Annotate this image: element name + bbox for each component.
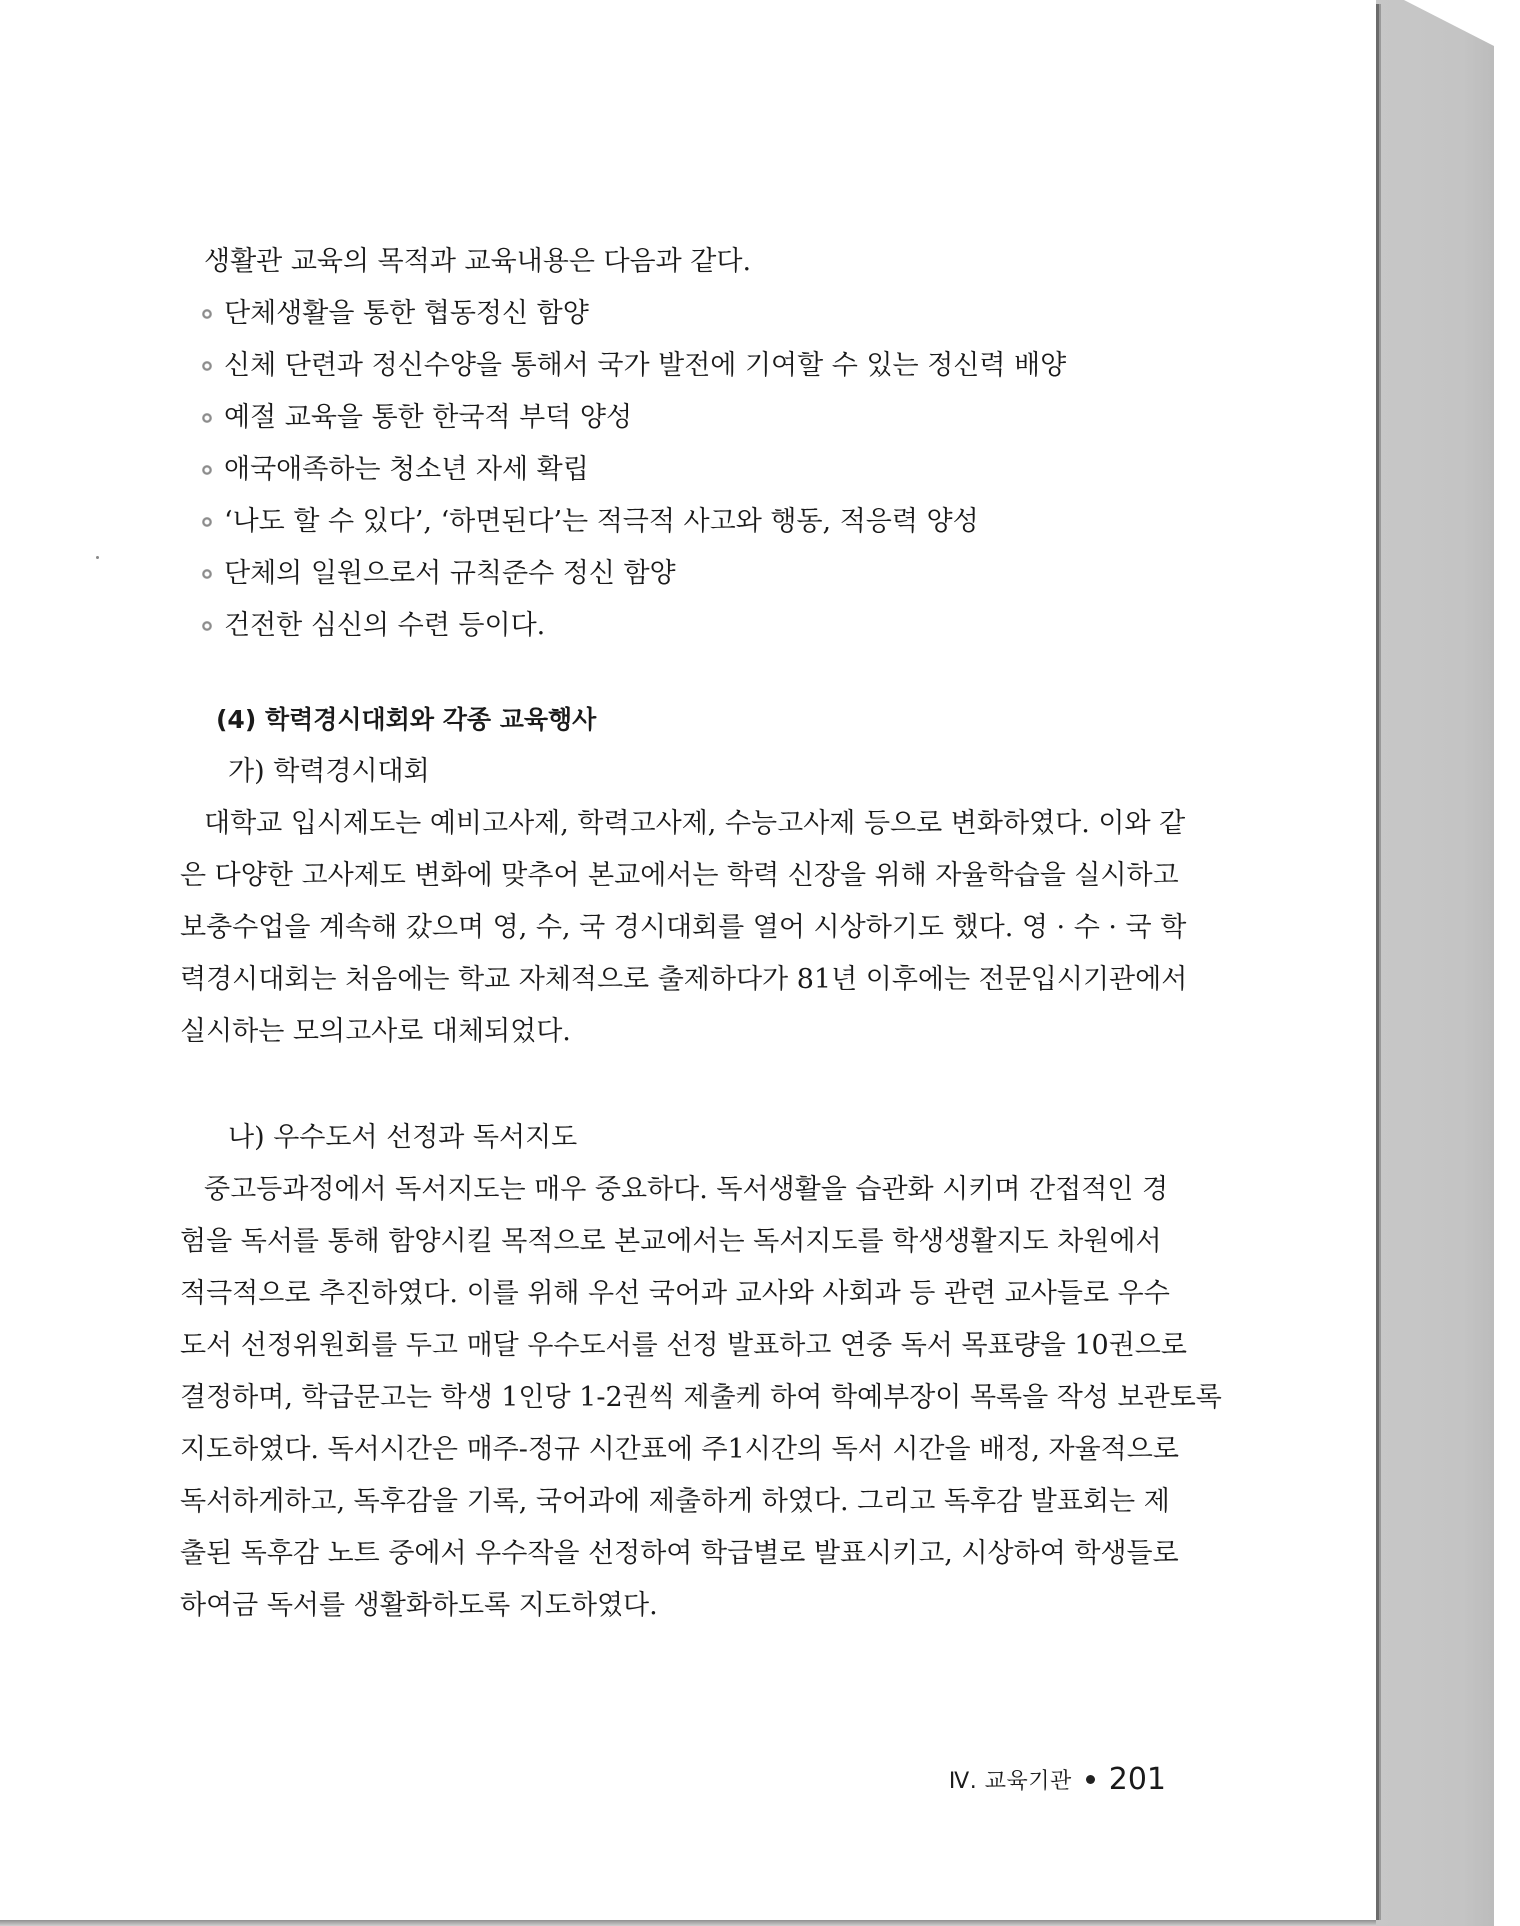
bullet-icon: [202, 465, 212, 475]
page-content: [180, 236, 1222, 1632]
list-item-text: 예절 교육을 통한 한국적 부덕 양성: [224, 402, 633, 433]
paragraph-line: 은 다양한 고사제도 변화에 맞추어 본교에서는 학력 신장을 위해 자율학습을 실시하고: [180, 860, 1179, 891]
paragraph-reading: [180, 1164, 1222, 1632]
paragraph-line: 적극적으로 추진하였다. 이를 위해 우선 국어과 교사와 사회과 등 관련 교사들로 우수: [180, 1278, 1170, 1309]
bullet-icon: [202, 517, 212, 527]
bullet-icon: [202, 309, 212, 319]
list-item-text: 신체 단련과 정신수양을 통해서 국가 발전에 기여할 수 있는 정신력 배양: [224, 350, 1067, 381]
paragraph-line: 험을 독서를 통해 함양시킬 목적으로 본교에서는 독서지도를 학생생활지도 차원에서: [180, 1226, 1162, 1257]
paragraph-line: 중고등과정에서 독서지도는 매우 중요하다. 독서생활을 습관화 시키며 간접적인 경: [204, 1174, 1169, 1205]
page-number: 201: [1108, 1762, 1166, 1797]
paragraph-line: 결정하며, 학급문고는 학생 1인당 1-2권씩 제출케 하여 학예부장이 목록을 작성 보관토록: [180, 1382, 1222, 1413]
paragraph-line: 실시하는 모의고사로 대체되었다.: [180, 1016, 571, 1047]
list-item: [180, 444, 1170, 496]
page-bottom-shadow: [0, 1920, 1376, 1926]
paragraph-contest: [180, 798, 1188, 1058]
list-item: [180, 340, 1170, 392]
subsection-heading-b: 나) 우수도서 선정과 독서지도: [228, 1122, 578, 1153]
intro-sentence: 생활관 교육의 목적과 교육내용은 다음과 같다.: [204, 246, 752, 277]
paragraph-line: 하여금 독서를 생활화하도록 지도하였다.: [180, 1590, 658, 1621]
bullet-dot-icon: [1086, 1775, 1095, 1784]
bullet-icon: [202, 569, 212, 579]
subsection-heading-a: 가) 학력경시대회: [228, 756, 430, 787]
paragraph-line: 보충수업을 계속해 갔으며 영, 수, 국 경시대회를 열어 시상하기도 했다. 영 · 수 · 국 학: [180, 912, 1187, 943]
scan-speck: [96, 556, 99, 559]
paragraph-line: 력경시대회는 처음에는 학교 자체적으로 출제하다가 81년 이후에는 전문입시기관에서: [180, 964, 1188, 995]
list-item-text: 건전한 심신의 수련 등이다.: [224, 610, 546, 641]
paragraph-line: 대학교 입시제도는 예비고사제, 학력고사제, 수능고사제 등으로 변화하였다. 이와 같: [204, 808, 1186, 839]
list-item: [180, 288, 1170, 340]
bullet-icon: [202, 361, 212, 371]
list-item: [180, 548, 1170, 600]
book-page-edge: [1376, 0, 1520, 1926]
list-item: [180, 496, 1170, 548]
paragraph-line: 독서하게하고, 독후감을 기록, 국어과에 제출하게 하였다. 그리고 독후감 발표회는 제: [180, 1486, 1170, 1517]
list-item-text: ‘나도 할 수 있다’, ‘하면된다’는 적극적 사고와 행동, 적응력 양성: [224, 506, 979, 537]
page-footer: [949, 1762, 1166, 1797]
paragraph-line: 출된 독후감 노트 중에서 우수작을 선정하여 학급별로 발표시키고, 시상하여 학생들로: [180, 1538, 1179, 1569]
list-item-text: 단체의 일원으로서 규칙준수 정신 함양: [224, 558, 676, 589]
bullet-icon: [202, 621, 212, 631]
list-item-text: 단체생활을 통한 협동정신 함양: [224, 298, 589, 329]
list-item-text: 애국애족하는 청소년 자세 확립: [224, 454, 589, 485]
list-item: [180, 392, 1170, 444]
list-item: [180, 600, 1170, 652]
paragraph-line: 지도하였다. 독서시간은 매주-정규 시간표에 주1시간의 독서 시간을 배정, 자율적으로: [180, 1434, 1179, 1465]
chapter-label: Ⅳ. 교육기관: [948, 1769, 1072, 1794]
purpose-list: [180, 288, 1170, 652]
bullet-icon: [202, 413, 212, 423]
paragraph-line: 도서 선정위원회를 두고 매달 우수도서를 선정 발표하고 연중 독서 목표량을 10권으로: [180, 1330, 1187, 1361]
section-heading: (4) 학력경시대회와 각종 교육행사: [216, 705, 597, 734]
